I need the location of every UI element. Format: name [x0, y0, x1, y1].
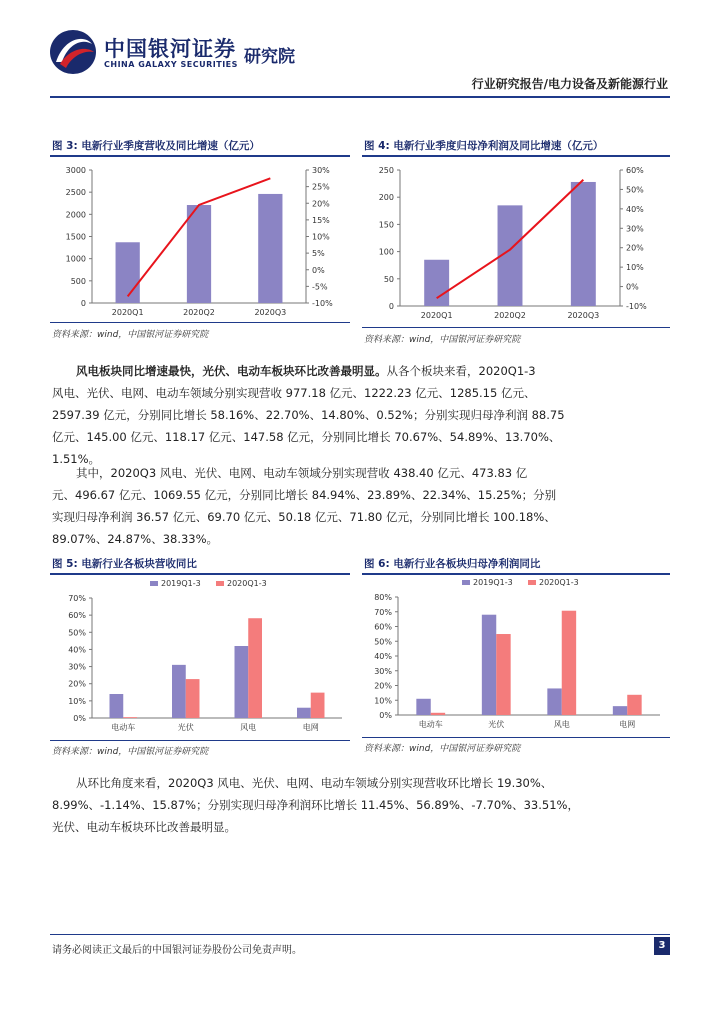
paragraph-2-line: 其中，2020Q3 风电、光伏、电网、电动车领域分别实现营收 438.40 亿元、473.83 亿 [76, 466, 528, 480]
x-tick-label: 2020Q1 [111, 308, 144, 317]
y-tick-label: 20% [68, 679, 86, 689]
legend-label: 2020Q1-3 [227, 579, 267, 588]
y2-tick-label: 60% [626, 166, 644, 175]
y2-tick-label: 5% [312, 249, 325, 259]
y2-tick-label: -5% [312, 282, 328, 292]
x-tick-label: 电动车 [418, 720, 443, 729]
y-tick-label: 10% [374, 696, 392, 706]
figure-4-source: 资料来源：wind，中国银河证券研究院 [364, 335, 521, 345]
y2-tick-label: 30% [626, 224, 644, 234]
legend-swatch [528, 580, 536, 585]
y-tick-label: 0 [388, 302, 394, 311]
y2-tick-label: 10% [312, 232, 330, 242]
figure-6-chart [362, 576, 670, 736]
y-tick-label: 40% [68, 645, 86, 655]
figure-3-title: 图 3: 电新行业季度营收及同比增速（亿元） [52, 140, 260, 152]
y2-tick-label: 10% [626, 263, 644, 273]
figure-3-rule [50, 155, 350, 157]
y2-tick-label: 20% [626, 243, 644, 253]
legend-label: 2019Q1-3 [161, 579, 201, 588]
x-tick-label: 风电 [240, 723, 257, 732]
paragraph-1-line: 从各个板块来看，2020Q1-3 [386, 364, 536, 378]
y2-tick-label: 40% [626, 204, 644, 214]
y-tick-label: 0 [80, 299, 86, 308]
y2-tick-label: -10% [626, 302, 647, 311]
x-tick-label: 2020Q2 [183, 308, 215, 317]
y-tick-label: 10% [68, 696, 86, 706]
x-tick-label: 2020Q2 [494, 311, 526, 320]
paragraph-3-line: 从环比角度来看，2020Q3 风电、光伏、电网、电动车领域分别实现营收环比增长 19.30%、 [76, 776, 553, 790]
y-tick-label: 30% [68, 662, 86, 672]
y2-tick-label: 50% [626, 185, 644, 195]
legend-swatch [462, 580, 470, 585]
bar [562, 611, 576, 715]
y2-tick-label: -10% [312, 299, 333, 308]
page-number: 3 [654, 937, 670, 955]
x-tick-label: 电网 [302, 723, 319, 732]
y-tick-label: 50% [68, 628, 86, 638]
y2-tick-label: 30% [312, 166, 330, 175]
bar [431, 713, 445, 715]
y-tick-label: 0% [379, 711, 392, 720]
y-tick-label: 2000 [65, 210, 86, 220]
bar [311, 693, 325, 718]
bar [248, 618, 262, 718]
y-tick-label: 150 [378, 220, 394, 230]
figure-5-bottom-rule [50, 740, 350, 741]
legend-swatch [150, 581, 158, 586]
y-tick-label: 50% [374, 637, 392, 647]
bar [424, 260, 449, 306]
bar [172, 665, 186, 718]
logo-chinese: 中国银河证券 [104, 37, 236, 61]
figure-6-bottom-rule [362, 737, 670, 738]
paragraph-2 [52, 462, 672, 550]
bar [235, 646, 249, 718]
bar [116, 242, 140, 303]
y-tick-label: 30% [374, 666, 392, 676]
galaxy-logo-icon [48, 28, 98, 76]
dept-name: 研究院 [244, 47, 295, 67]
figure-4-rule [362, 155, 670, 157]
y-tick-label: 250 [378, 166, 394, 175]
y-tick-label: 70% [374, 607, 392, 617]
figure-4-bottom-rule [362, 327, 670, 328]
y2-tick-label: 0% [626, 282, 639, 292]
x-tick-label: 电动车 [111, 723, 136, 732]
bar [482, 615, 496, 715]
figure-4-title: 图 4: 电新行业季度归母净利润及同比增速（亿元） [364, 140, 604, 152]
figure-4-chart [362, 158, 670, 324]
y-tick-label: 100 [378, 247, 394, 257]
legend-label: 2019Q1-3 [473, 578, 513, 587]
figure-3-chart [50, 158, 350, 320]
footer-disclaimer: 请务必阅读正文最后的中国银河证券股份公司免责声明。 [52, 945, 302, 956]
y-tick-label: 1000 [65, 254, 86, 264]
header [0, 0, 724, 100]
y-tick-label: 200 [378, 193, 394, 203]
logo-english: CHINA GALAXY SECURITIES [104, 60, 238, 69]
paragraph-3-line: 光伏、电动车板块环比改善最明显。 [52, 820, 236, 834]
bar [123, 717, 137, 718]
paragraph-2-line: 89.07%、24.87%、38.33%。 [52, 532, 219, 546]
y-tick-label: 3000 [65, 166, 86, 175]
paragraph-2-line: 元、496.67 亿元、1069.55 亿元，分别同比增长 84.94%、23.89%、22.34%、15.25%；分别 [52, 488, 557, 502]
y2-tick-label: 15% [312, 215, 330, 225]
paragraph-1 [52, 360, 672, 470]
x-tick-label: 2020Q3 [254, 308, 287, 317]
x-tick-label: 2020Q1 [420, 311, 453, 320]
x-tick-label: 2020Q3 [567, 311, 600, 320]
y2-tick-label: 20% [312, 199, 330, 209]
figure-6-source: 资料来源：wind，中国银河证券研究院 [364, 744, 521, 754]
legend-label: 2020Q1-3 [539, 578, 579, 587]
bar [258, 194, 282, 303]
y-tick-label: 0% [73, 714, 86, 723]
paragraph-1-line: 亿元、145.00 亿元、118.17 亿元、147.58 亿元，分别同比增长 70.67%、54.89%、13.70%、 [52, 430, 561, 444]
x-tick-label: 光伏 [177, 723, 194, 732]
y-tick-label: 80% [374, 593, 392, 602]
bar [627, 695, 641, 715]
legend-swatch [216, 581, 224, 586]
paragraph-1-line: 1.51%。 [52, 452, 101, 466]
figure-6-title: 图 6: 电新行业各板块归母净利润同比 [364, 558, 541, 570]
paragraph-1-line: 风电、光伏、电网、电动车领域分别实现营收 977.18 亿元、1222.23 亿元、1285.15 亿元、 [52, 386, 536, 400]
x-tick-label: 光伏 [488, 720, 505, 729]
bar [187, 205, 211, 303]
bar [110, 694, 124, 718]
x-tick-label: 电网 [619, 720, 636, 729]
bar [571, 182, 596, 306]
y-tick-label: 50 [383, 274, 394, 284]
paragraph-3-line: 8.99%、-1.14%、15.87%；分别实现归母净利润环比增长 11.45%、56.89%、-7.70%、33.51%， [52, 798, 579, 812]
y-tick-label: 40% [374, 652, 392, 661]
paragraph-2-line: 实现归母净利润 36.57 亿元、69.70 亿元、50.18 亿元、71.80 亿元，分别同比增长 100.18%、 [52, 510, 556, 524]
figure-6-rule [362, 573, 670, 575]
y2-tick-label: 25% [312, 182, 330, 192]
figure-5-chart [50, 576, 350, 740]
paragraph-3 [52, 772, 672, 838]
y-tick-label: 20% [374, 681, 392, 691]
figure-5-source: 资料来源：wind，中国银河证券研究院 [52, 747, 209, 757]
header-rule [50, 96, 670, 98]
figure-5-rule [50, 573, 350, 575]
paragraph-1-line: 2597.39 亿元，分别同比增长 58.16%、22.70%、14.80%、0.52%；分别实现归母净利润 88.75 [52, 408, 565, 422]
paragraph-1-bold: 风电板块同比增速最快，光伏、电动车板块环比改善最明显。 [76, 364, 387, 378]
y-tick-label: 500 [70, 276, 86, 286]
figure-3-source: 资料来源：wind，中国银河证券研究院 [52, 330, 209, 340]
y-tick-label: 60% [374, 622, 392, 632]
figure-3-bottom-rule [50, 322, 350, 323]
bar [496, 634, 510, 715]
x-tick-label: 风电 [553, 720, 570, 729]
bar [613, 706, 627, 715]
y2-tick-label: 0% [312, 265, 325, 275]
figure-5-title: 图 5: 电新行业各板块营收同比 [52, 558, 197, 570]
y-tick-label: 1500 [65, 232, 86, 242]
bar [416, 699, 430, 715]
footer-rule [50, 934, 670, 935]
y-tick-label: 60% [68, 611, 86, 621]
bar [297, 708, 311, 718]
y-tick-label: 2500 [65, 188, 86, 198]
bar [186, 679, 200, 718]
report-type: 行业研究报告/电力设备及新能源行业 [471, 77, 668, 91]
y-tick-label: 70% [68, 594, 86, 603]
bar [547, 688, 561, 715]
